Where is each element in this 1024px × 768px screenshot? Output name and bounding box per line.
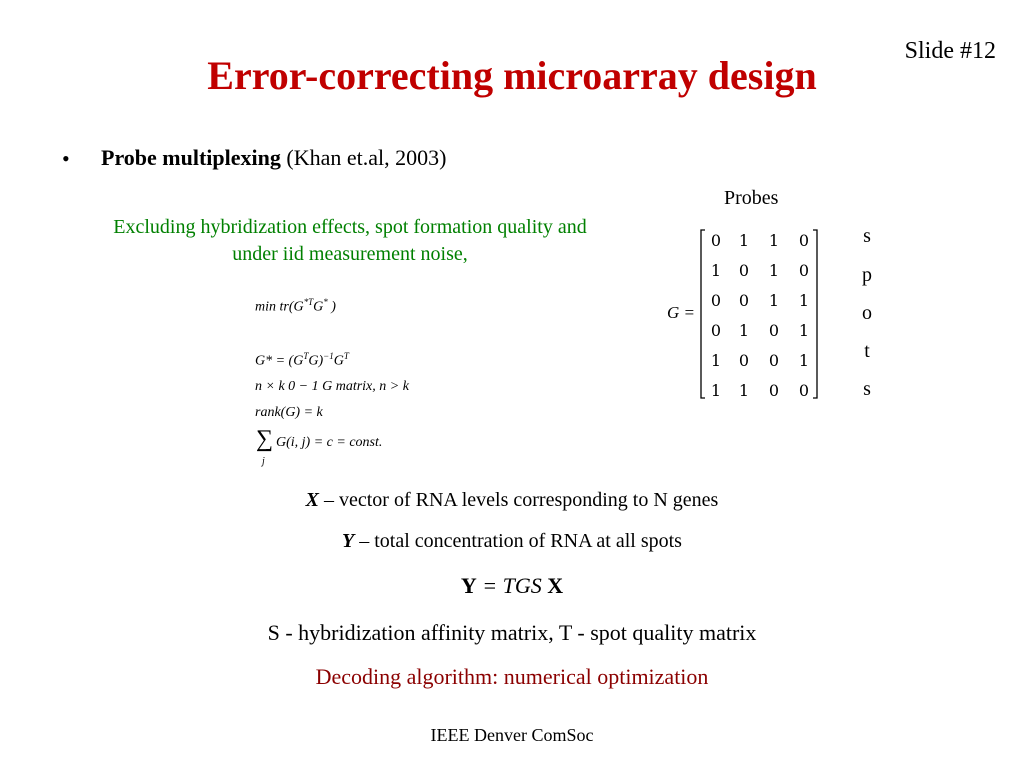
- assumption-note: [40, 214, 660, 268]
- row-sum-equation: G(i, j) = c = const.: [276, 435, 383, 450]
- matrix-cell: 1: [738, 321, 750, 340]
- assumption-note-line1: Excluding hybridization effects, spot formation quality and: [113, 216, 587, 238]
- matrices-note: S - hybridization affinity matrix, T - spot quality matrix: [267, 620, 757, 645]
- model-lhs: Y: [460, 573, 477, 598]
- decoding-note: Decoding algorithm: numerical optimization: [315, 664, 709, 689]
- y-definition: [0, 530, 1024, 553]
- matrix-cell: 1: [710, 351, 722, 370]
- sum-index: j: [262, 456, 265, 467]
- spots-label-letter: o: [862, 302, 872, 324]
- bullet-citation: (Khan et.al, 2003): [280, 145, 447, 170]
- bullet-marker: •: [62, 146, 70, 171]
- y-symbol: Y: [342, 530, 355, 552]
- x-definition: [0, 489, 1024, 512]
- matrix-cell: 1: [798, 351, 810, 370]
- matrix-cell: 0: [738, 351, 750, 370]
- objective-equation: $\min tr(G^{*T}G^*$ ): [255, 297, 336, 315]
- matrix-cell: 0: [738, 261, 750, 280]
- spots-label-letter: t: [864, 340, 870, 362]
- matrix-cell: 0: [738, 291, 750, 310]
- slide-number: Slide #12: [904, 38, 996, 64]
- model-rhs: X: [547, 573, 564, 598]
- matrix-cell: 0: [710, 231, 722, 250]
- matrix-cell: 1: [738, 231, 750, 250]
- matrix-cell: 0: [798, 261, 810, 280]
- bullet-bold-text: Probe multiplexing: [101, 145, 281, 170]
- matrix-cell: 0: [798, 231, 810, 250]
- probe-matrix: [697, 226, 823, 402]
- matrix-cell: 0: [710, 321, 722, 340]
- model-equation: [0, 573, 1024, 599]
- dimension-equation: n × k 0 − 1 G matrix, n > k: [255, 379, 409, 394]
- assumption-note-line2: under iid measurement noise,: [232, 243, 468, 265]
- matrix-right-bracket: [813, 230, 817, 398]
- model-mid: = TGS: [476, 573, 548, 598]
- probes-label: Probes: [724, 187, 779, 209]
- matrix-cell: 1: [710, 381, 722, 400]
- matrix-cell: 1: [798, 321, 810, 340]
- matrix-cell: 1: [798, 291, 810, 310]
- matrix-cell: 0: [710, 291, 722, 310]
- matrix-cell: 0: [768, 351, 780, 370]
- rank-equation: rank(G) = k: [255, 405, 323, 420]
- matrix-cell: 1: [738, 381, 750, 400]
- x-symbol: X: [305, 489, 319, 511]
- matrix-cell: 1: [710, 261, 722, 280]
- matrix-cell: 0: [768, 321, 780, 340]
- spots-label-letter: s: [863, 378, 871, 400]
- spots-label-letter: s: [863, 225, 871, 247]
- matrix-cell: 0: [768, 381, 780, 400]
- matrix-cell: 1: [768, 261, 780, 280]
- spots-label-letter: p: [862, 264, 872, 286]
- matrix-name: G =: [667, 303, 695, 322]
- pseudo-inverse-equation: $G* = (G^TG)^{-1}G^T$: [255, 351, 349, 369]
- y-definition-text: – total concentration of RNA at all spots: [354, 530, 682, 552]
- matrix-cell: 0: [798, 381, 810, 400]
- footer: IEEE Denver ComSoc: [430, 725, 594, 745]
- x-definition-text: – vector of RNA levels corresponding to N genes: [318, 489, 719, 511]
- bullet-text: [101, 145, 446, 171]
- slide-title: Error-correcting microarray design: [207, 53, 817, 98]
- matrix-cell: 1: [768, 231, 780, 250]
- matrix-cell: 1: [768, 291, 780, 310]
- matrix-left-bracket: [701, 230, 705, 398]
- sum-symbol: ∑: [256, 426, 274, 452]
